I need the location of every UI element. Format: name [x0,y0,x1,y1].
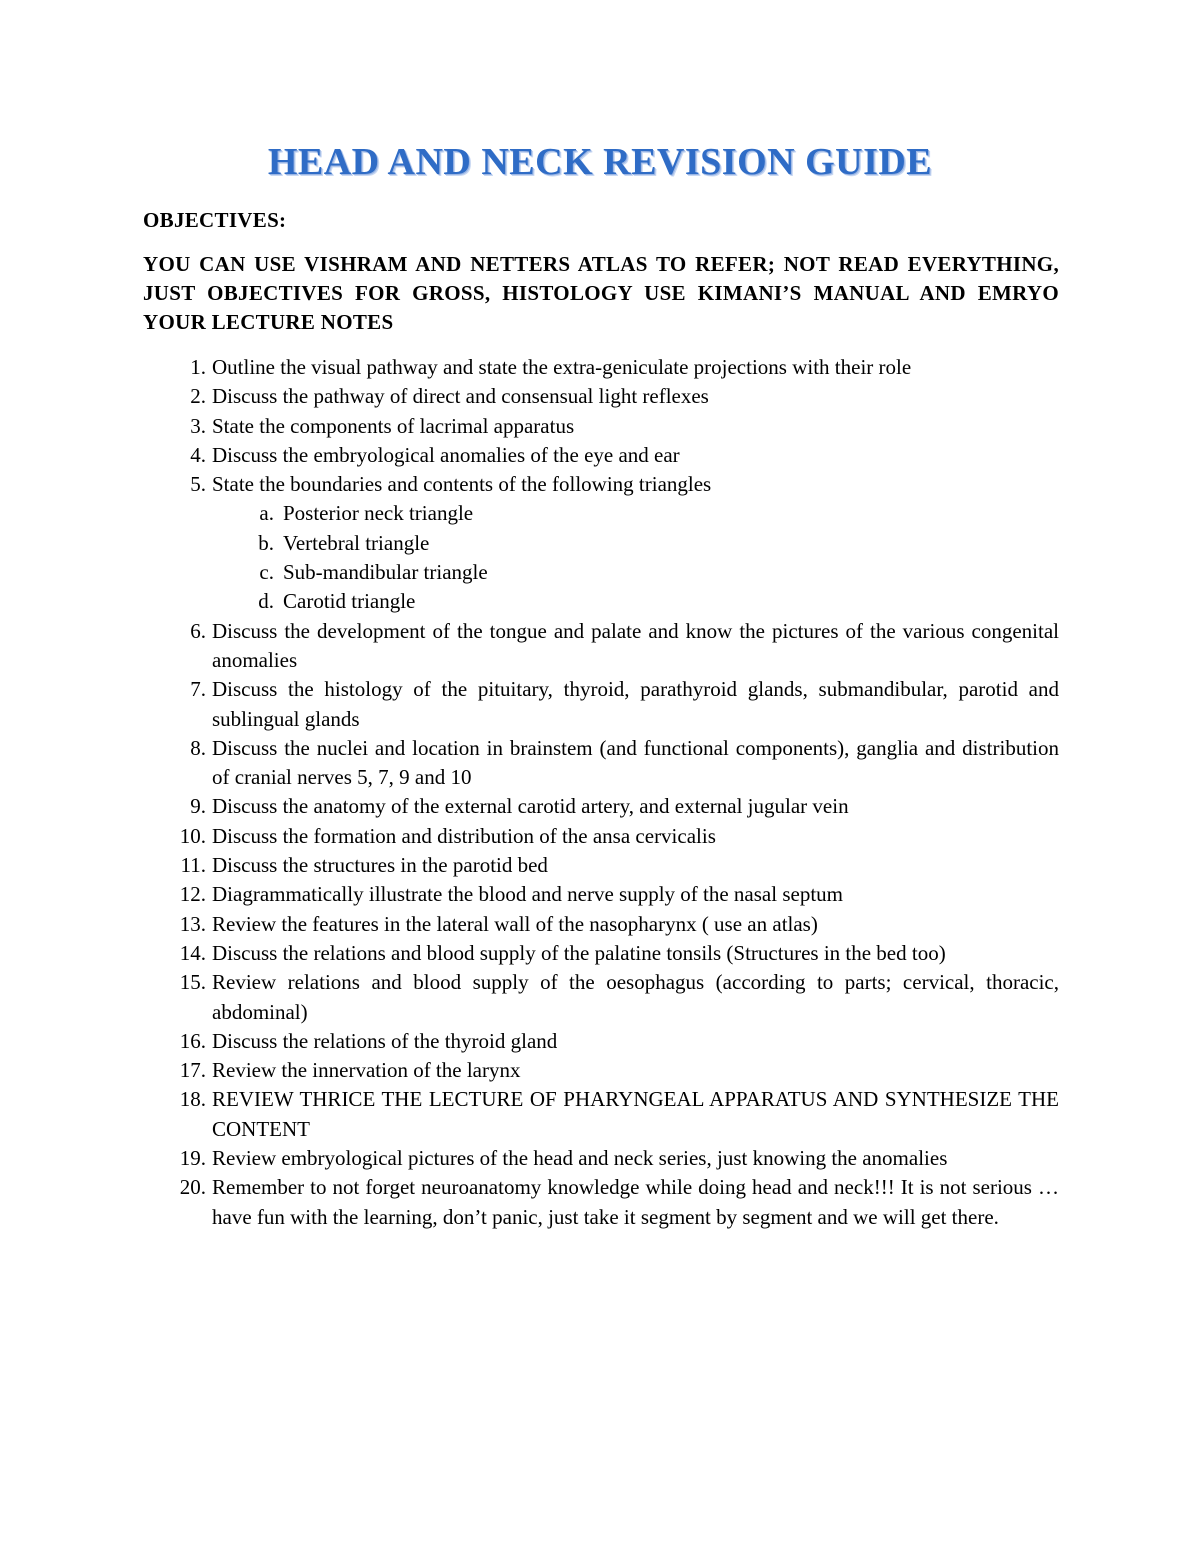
item-number: 17. [179,1058,206,1083]
item-number: 2. [190,384,206,409]
list-item [143,1056,1059,1085]
item-number: 3. [190,413,206,438]
objectives-heading: OBJECTIVES: [143,208,287,232]
item-number: 12. [179,882,206,907]
sublist-item [212,558,1059,587]
list-item [143,1085,1059,1144]
item-text: Diagrammatically illustrate the blood and nerve supply of the nasal septum [212,882,843,907]
item-number: 1. [190,355,206,379]
document-title: HEAD AND NECK REVISION GUIDE [267,141,933,183]
subitem-text: Sub-mandibular triangle [283,560,488,585]
triangles-sublist [212,499,1059,616]
list-item [143,1027,1059,1056]
item-text: Discuss the pathway of direct and consensual light reflexes [212,384,709,409]
item-text: Review the features in the lateral wall of the nasopharynx ( use an atlas) [212,911,818,936]
intro-paragraph: YOU CAN USE VISHRAM AND NETTERS ATLAS TO REFER; NOT READ EVERYTHING, JUST OBJECTIVES FOR GROSS, HISTOLOGY USE KIMANI’S MANUAL AND EMRYO YOUR LECTURE NOTES [143,252,1059,334]
list-item [143,880,1059,909]
subitem-letter: d. [258,589,274,614]
item-text: Review embryological pictures of the head and neck series, just knowing the anomalies [212,1146,948,1171]
item-text: Discuss the formation and distribution of the ansa cervicalis [212,823,716,848]
subitem-letter: b. [258,530,274,555]
item-text: Discuss the nuclei and location in brainstem (and functional components), ganglia and distribution of cranial nerves 5, 7, 9 and 10 [212,735,1059,790]
item-number: 9. [190,794,206,819]
list-item [143,412,1059,441]
list-item [143,968,1059,1027]
objectives-list [143,353,1059,1232]
item-text: Outline the visual pathway and state the extra-geniculate projections with their role [212,355,912,379]
list-item [143,851,1059,880]
list-item [143,910,1059,939]
item-number: 14. [179,940,206,965]
subitem-letter: a. [259,501,274,526]
subitem-text: Posterior neck triangle [283,501,474,526]
list-item [143,470,1059,616]
item-text: Discuss the relations and blood supply of the palatine tonsils (Structures in the bed too) [212,940,946,965]
item-text: Discuss the structures in the parotid bed [212,853,548,878]
item-number: 4. [190,442,206,467]
sublist-item [212,587,1059,616]
item-number: 15. [179,970,206,995]
list-item [143,939,1059,968]
subitem-text: Carotid triangle [283,589,416,614]
list-item [143,1144,1059,1173]
item-text: Discuss the histology of the pituitary, thyroid, parathyroid glands, submandibular, parotid and sublingual glands [212,677,1059,731]
item-number: 5. [190,472,206,497]
item-number: 16. [179,1028,206,1053]
item-text: Discuss the embryological anomalies of the eye and ear [212,442,680,467]
item-text: Discuss the relations of the thyroid gland [212,1028,558,1053]
list-item [143,1173,1059,1232]
item-number: 18. [179,1087,206,1112]
item-text: Discuss the development of the tongue and palate and know the pictures of the various congenital anomalies [212,618,1059,672]
item-text: State the components of lacrimal apparatus [212,413,575,438]
sublist-item [212,499,1059,528]
item-number: 13. [179,911,206,936]
list-item [143,441,1059,470]
list-item [143,353,1059,382]
item-text: Discuss the anatomy of the external carotid artery, and external jugular vein [212,794,849,819]
list-item [143,822,1059,851]
item-text: REVIEW THRICE THE LECTURE OF PHARYNGEAL APPARATUS AND SYNTHESIZE THE CONTENT [212,1087,1059,1141]
item-number: 8. [190,735,206,760]
item-number: 20. [179,1175,206,1200]
item-number: 6. [190,618,206,643]
list-item [143,734,1059,793]
subitem-text: Vertebral triangle [283,530,430,555]
list-item [143,617,1059,676]
item-text: Review relations and blood supply of the oesophagus (according to parts; cervical, thoracic, abdominal) [212,970,1059,1024]
item-number: 7. [190,677,206,702]
item-text: Review the innervation of the larynx [212,1058,521,1083]
list-item [143,675,1059,734]
list-item [143,382,1059,411]
subitem-letter: c. [259,560,274,585]
item-number: 10. [179,823,206,848]
item-number: 19. [179,1146,206,1171]
sublist-item [212,529,1059,558]
item-text: Remember to not forget neuroanatomy knowledge while doing head and neck!!! It is not serious …have fun with the learning, don’t panic, just take it segment by segment and we will get there. [212,1175,1059,1229]
item-number: 11. [180,853,206,878]
item-text: State the boundaries and contents of the following triangles [212,472,712,497]
list-item [143,792,1059,821]
